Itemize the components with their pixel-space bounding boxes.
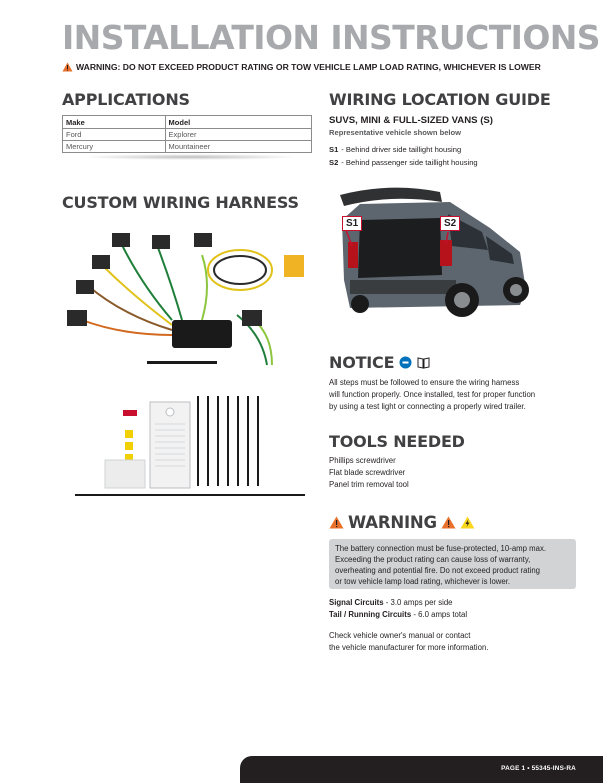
warning-triangle-icon [329,516,344,529]
vehicle-image [330,180,540,330]
wiring-guide-heading: WIRING LOCATION GUIDE [329,90,551,109]
list-item: Flat blade screwdriver [329,468,406,477]
notice-info-icon [399,356,412,369]
table-row [63,129,312,141]
kit-contents-image [75,390,310,502]
check-manual-text: Check vehicle owner's manual or contact the vehicle manufacturer for more information. [329,631,489,652]
warning-heading-row [329,513,475,532]
representative-note: Representative vehicle shown below [329,128,462,137]
vehicle-class-subtitle: SUVS, MINI & FULL-SIZED VANS (S) [329,115,493,126]
notice-text: All steps must be followed to ensure the wiring harness will function properly. Once installed, test for proper function by using a test light or connecting a properly wired trailer. [329,378,536,411]
harness-heading: CUSTOM WIRING HARNESS [62,193,299,212]
list-item: Phillips screwdriver [329,456,396,465]
tools-list [329,455,409,491]
table-row [63,141,312,153]
cell-make: Mercury [63,141,166,153]
location-s2: S2 - Behind passenger side taillight housing [329,158,478,167]
footer-bar [240,756,603,783]
signal-circuits-value: - 3.0 amps per side [383,598,453,607]
tools-heading: TOOLS NEEDED [329,432,465,451]
applications-heading: APPLICATIONS [62,90,190,109]
cell-model: Mountaineer [165,141,311,153]
cell-make: Ford [63,129,166,141]
warning-triangle-icon [441,516,456,529]
tail-circuits-label: Tail / Running Circuits [329,610,412,619]
page-title: INSTALLATION INSTRUCTIONS [62,18,600,57]
top-warning [62,62,541,72]
harness-image [62,225,307,375]
warning-triangle-icon [62,62,73,72]
table-shadow [80,154,300,160]
warning-heading: WARNING [348,513,437,532]
tag-s2: S2 [440,216,460,231]
column-header-make: Make [63,116,166,129]
list-item: Panel trim removal tool [329,480,409,489]
circuit-ratings [329,597,467,621]
applications-table [62,115,312,153]
location-s1: S1 - Behind driver side taillight housing [329,145,462,154]
page-number: PAGE 1 • 55345-INS-RA [501,765,576,772]
tail-circuits-value: - 6.0 amps total [411,610,468,619]
column-header-model: Model [165,116,311,129]
top-warning-text: WARNING: DO NOT EXCEED PRODUCT RATING OR TOW VEHICLE LAMP LOAD RATING, WHICHEVER IS LOWER [76,62,541,72]
notice-heading: NOTICE [329,353,395,372]
tag-s1: S1 [342,216,362,231]
signal-circuits-label: Signal Circuits [329,598,384,607]
warning-box: The battery connection must be fuse-protected, 10-amp max. Exceeding the product rating can cause loss of warranty, overheating and potential fire. Do not exceed product rating or tow vehicle lamp load rating, whichever is lower. [329,539,576,589]
manual-book-icon [417,357,430,369]
notice-heading-row [329,353,430,372]
electrical-hazard-icon [460,516,475,529]
cell-model: Explorer [165,129,311,141]
